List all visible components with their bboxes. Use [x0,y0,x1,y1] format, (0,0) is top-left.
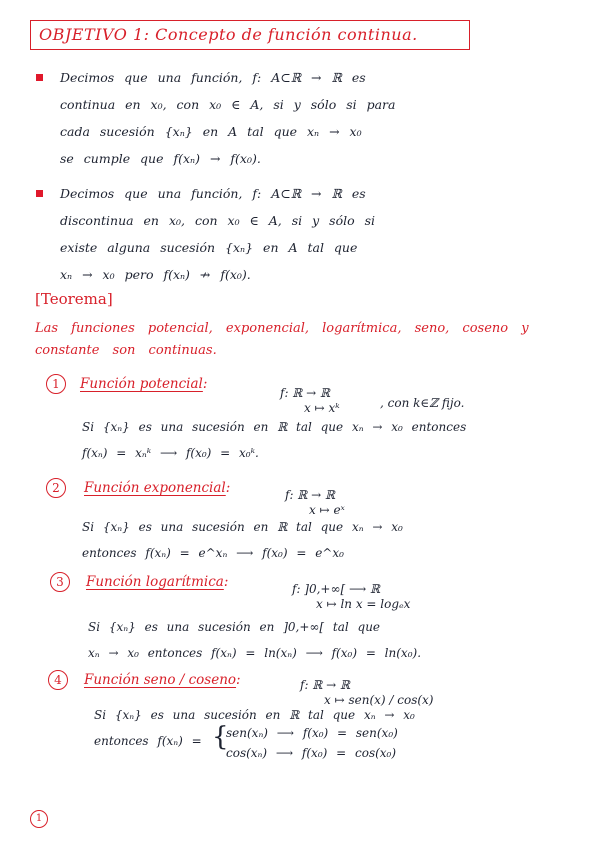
section-number: 2 [46,478,66,498]
def-line: x ↦ eˣ [309,503,345,517]
definition-discontinua [60,180,510,288]
section-number: 1 [46,374,66,394]
function-definition [285,488,345,518]
cases-brace: { [212,722,229,752]
section-line: Si {xₙ} es una sucesión en ℝ tal que xₙ → x₀ [94,708,415,722]
section-line: entonces f(xₙ) = e^xₙ ⟶ f(x₀) = e^x₀ [82,546,344,560]
section-title-text: Función logarítmica [86,574,224,590]
section-number: 3 [50,572,70,592]
definition-line: se cumple que f(xₙ) → f(x₀). [60,151,261,166]
definition-line: Decimos que una función, f: A⊂ℝ → ℝ es [60,70,366,85]
def-line: f: ℝ → ℝ [285,488,335,502]
section-title: Función exponencial: [84,480,231,496]
section-line: Si {xₙ} es una sucesión en ℝ tal que xₙ → x₀ entonces [82,420,467,434]
function-definition [280,386,340,416]
section-line: xₙ → x₀ entonces f(xₙ) = ln(xₙ) ⟶ f(x₀) = ln(x₀). [88,646,422,660]
definition-line: existe alguna sucesión {xₙ} en A tal que [60,240,358,255]
definition-line: cada sucesión {xₙ} en A tal que xₙ → x₀ [60,124,362,139]
def-line: f: ℝ → ℝ [280,386,330,400]
def-line: f: ]0,+∞[ ⟶ ℝ [292,582,380,596]
theorem-text: Las funciones potencial, exponencial, logarítmica, seno, coseno y constante son continuas. [35,321,529,358]
section-line: Si {xₙ} es una sucesión en ℝ tal que xₙ → x₀ [82,520,403,534]
section-line: f(xₙ) = xₙᵏ ⟶ f(x₀) = x₀ᵏ. [82,446,259,460]
def-line: x ↦ xᵏ [304,401,340,415]
section-title-text: Función exponencial [84,480,226,496]
function-aside: , con k∈ℤ fijo. [380,396,465,410]
theorem-label: [Teorema] [35,290,113,308]
section-title: Función potencial: [80,376,208,392]
definition-line: Decimos que una función, f: A⊂ℝ → ℝ es [60,186,366,201]
definition-line: xₙ → x₀ pero f(xₙ) ↛ f(x₀). [60,267,251,282]
bullet-marker [36,190,43,197]
definition-line: discontinua en x₀, con x₀ ∈ A, si y sólo si [60,213,376,228]
page-number: 1 [30,810,48,828]
section-title: Función logarítmica: [86,574,229,590]
def-line: x ↦ sen(x) / cos(x) [324,693,434,707]
section-number: 4 [48,670,68,690]
definition-line: continua en x₀, con x₀ ∈ A, si y sólo si para [60,97,396,112]
function-definition [300,678,433,708]
case-line: sen(xₙ) ⟶ f(x₀) = sen(x₀) [226,726,398,740]
section-title-text: Función potencial [80,376,203,392]
case-line: cos(xₙ) ⟶ f(x₀) = cos(x₀) [226,746,397,760]
def-line: x ↦ ln x = logₑx [316,597,411,611]
page-title: OBJETIVO 1: Concepto de función continua. [30,20,470,50]
def-line: f: ℝ → ℝ [300,678,350,692]
bullet-marker [36,74,43,81]
section-title: Función seno / coseno: [84,672,241,688]
section-title-text: Función seno / coseno [84,672,237,688]
function-definition [292,582,410,612]
section-line: entonces f(xₙ) = [94,734,202,748]
section-line: Si {xₙ} es una sucesión en ]0,+∞[ tal que [88,620,381,634]
definition-continua [60,64,510,172]
